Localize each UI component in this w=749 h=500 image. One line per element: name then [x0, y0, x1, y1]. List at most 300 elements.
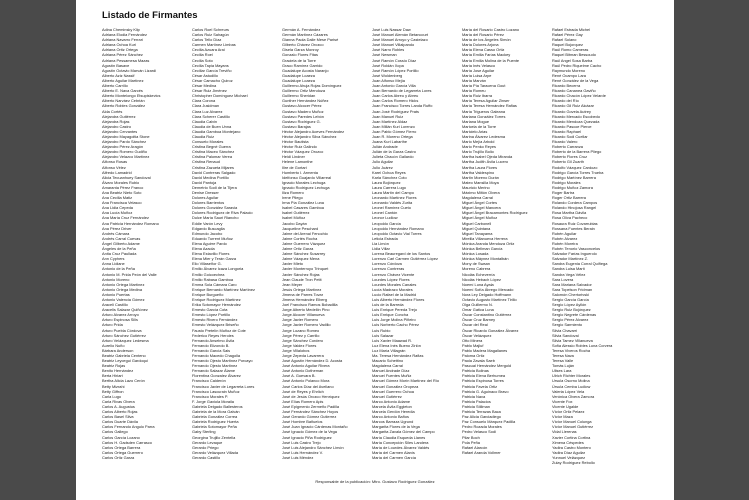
- signatory-name: Javier Monterroyo Trinquet: [282, 266, 329, 272]
- signatory-name: Claudia Ruiz: [192, 133, 215, 139]
- signatory-name: Gonzalo Flores Fitas: [282, 52, 318, 58]
- signatory-name: Arturo Velázquez Ledesma: [102, 337, 149, 343]
- signatory-name: Lorenzo Chávez Vicente: [372, 271, 415, 277]
- signatory-name: Alfredo Lamadrid: [102, 169, 132, 175]
- signatory-name: Cecilia Roel: [192, 52, 213, 58]
- signatory-name: Yadira Castro Montero: [552, 444, 591, 450]
- signatory-name: Ana Cecilia Matiz: [102, 195, 133, 201]
- signatory-name: Sergio Negrete Cárdenas: [552, 312, 597, 318]
- signatory-name: Lorena Beauregard de los Santos: [372, 251, 431, 257]
- signatory-name: Beatriz Rojas: [102, 363, 126, 369]
- signatories-column: [552, 27, 642, 465]
- signatory-name: María Ruiz Ibarra: [462, 93, 493, 99]
- signatory-name: Luz María Villagrán: [372, 347, 406, 353]
- signatory-name: David Pantoja: [192, 179, 217, 185]
- signatory-name: Jean Claude Tron Petit: [282, 276, 322, 282]
- signatory-name: Luis Alberto Hernández Flores: [372, 296, 425, 302]
- signatory-name: Carlos Ortega Barrera: [102, 444, 141, 450]
- signatory-name: Elena Azaola: [192, 246, 215, 252]
- signatory-name: Carlos Roel Schreurs: [192, 27, 229, 32]
- signatory-name: Emilio Álvarez Icaza Longoria: [192, 266, 244, 272]
- signatory-name: Cecilia Azuara Arai: [192, 47, 225, 53]
- signatory-name: Alejandro Cervantes: [102, 128, 138, 134]
- signatory-name: Rafael Alarcón: [462, 444, 488, 450]
- signatory-name: María Pía Taracena Gout: [462, 83, 506, 89]
- signatory-name: Mónica Bellman García: [462, 246, 503, 252]
- signatory-name: Sergio Pérez Alvarez: [552, 317, 589, 323]
- signatory-name: Julio Aguilar: [372, 159, 393, 165]
- signatory-name: Ricardo Mendoza Quezada: [552, 118, 600, 124]
- signatory-name: Karel Ochoa Reyes: [372, 169, 406, 175]
- signatory-name: Adriana Pérez Sánchez: [102, 52, 143, 58]
- signatory-name: Yadira Díaz Aguilar: [552, 449, 586, 455]
- signatory-name: Moreno Cabrera: [462, 266, 491, 272]
- signatory-name: Alejandro Romero Gudiño: [102, 149, 147, 155]
- signatory-name: Leonardo Valdés Zurita: [372, 200, 413, 206]
- signatory-name: F. Jorge Gaxiola Moraila: [192, 398, 234, 404]
- signatory-name: Federico Reyes Heroles: [192, 332, 234, 338]
- signatory-name: Karla Sánchez Coto: [372, 174, 407, 180]
- signatory-name: Javier Mieto: [282, 261, 303, 267]
- signatory-name: Cecilia Soto: [192, 57, 213, 63]
- signatory-name: Jaime Sánchez Susarrey: [282, 251, 326, 257]
- signatory-name: Víctor Ortiz Pelaez: [552, 409, 585, 415]
- signatory-name: Raúl Pedro Riquelme Cacho: [552, 62, 602, 68]
- signatory-name: Maricielo Arias: [462, 128, 488, 134]
- signatory-name: Germán A. Fernández: [282, 27, 321, 32]
- signatory-name: Raúl Romo Cameras: [552, 47, 589, 53]
- signatory-name: Patricia Elena Berhumea: [462, 373, 506, 379]
- signatory-name: Fernando Elizondo B.: [192, 342, 230, 348]
- signatory-name: Noemí Luna Ayala: [462, 281, 494, 287]
- signatory-name: Elio Villaseñor G.: [192, 261, 222, 267]
- signatory-name: David Contreras Salgado: [192, 169, 236, 175]
- signatory-name: Juan Francisco Torres Landa Ruffo: [372, 103, 433, 109]
- signatory-name: Rosa Oliva Pacheco: [552, 215, 588, 221]
- signatory-name: Paola Zavala Saeb: [462, 358, 495, 364]
- signatory-name: Paz Alicia Garciadiego: [462, 414, 501, 420]
- signatory-name: Fernando Anselmo Ávila: [192, 337, 235, 343]
- signatory-name: María Dolores Arjona: [462, 42, 499, 48]
- signatory-name: Héctor Bautista: [282, 139, 309, 145]
- signatory-name: Rubén Alvarez: [552, 235, 578, 241]
- signatory-name: Dolores Rodríguez de Riva Palacio: [192, 210, 253, 216]
- signatory-name: Ursula Osorno Molina: [552, 378, 590, 384]
- signatory-name: Antonio de la Peña: [102, 266, 135, 272]
- signatory-name: Rodrigo Morales: [552, 179, 581, 185]
- signatory-name: José Luis Méndez: [282, 454, 314, 460]
- signatory-name: Elena Mier y Terán Garza: [192, 256, 237, 262]
- signatory-name: Miguel Tanayama: [462, 230, 493, 236]
- signatory-name: Ángeles de la Peña: [102, 246, 136, 252]
- signatory-name: Marco Antonio Adame: [372, 398, 411, 404]
- signatory-name: Jorge Lozano Romeo: [282, 327, 320, 333]
- signatory-name: Marcela Gerdón Heredia: [372, 409, 415, 415]
- signatory-name: Jaime Vázquez Mena: [282, 256, 320, 262]
- signatory-name: María del Carmen García: [372, 454, 416, 460]
- signatory-name: Ana Pérez Driver: [102, 225, 132, 231]
- signatory-name: Leonel Cantón: [372, 210, 398, 216]
- signatory-name: Antonio Ortega Medina: [102, 286, 143, 292]
- signatory-name: Cristina Renaud: [192, 159, 220, 165]
- signatory-name: Rolando Cordera Campos: [552, 200, 598, 206]
- signatory-name: Sofía Alessio Robles Luna Corvera: [552, 342, 613, 348]
- signatory-name: Alejandro Pérez Aragón: [102, 144, 144, 150]
- signatory-name: Sergio López Ayllón: [552, 302, 587, 308]
- signatory-name: Anita Cruz Paullada: [102, 251, 137, 257]
- signatory-name: Lia Limón: [372, 240, 389, 246]
- signatory-name: Pascual Hernández Mergold: [462, 363, 512, 369]
- signatory-name: Ana Francisca Velasco: [102, 200, 142, 206]
- signatory-name: Isabel Casares Gamboa: [282, 205, 324, 211]
- signatory-name: Gustavo Barajas: [282, 123, 311, 129]
- signatory-name: Sara Topelson Fridman: [552, 286, 593, 292]
- signatory-name: Tomás Luján: [552, 363, 575, 369]
- signatory-name: Víctor Maza: [552, 414, 573, 420]
- signatory-name: José Ramón López Portillo: [372, 67, 419, 73]
- signatory-name: Ángel Gilberto Adame: [102, 240, 140, 246]
- signatory-name: Luis Enrique Concha: [372, 312, 409, 318]
- signatory-name: Jimena Hernández Elberg: [282, 296, 327, 302]
- signatory-name: Clara Luz Alvarez: [192, 108, 223, 114]
- signatory-name: Alberto Carrillo: [102, 83, 128, 89]
- signatory-name: José Epigmenio Zermeño Padilla: [282, 403, 340, 409]
- signatory-name: Alejandra Rojas: [102, 118, 130, 124]
- signatory-name: Agustín Octavio Marván Lizardi: [102, 67, 157, 73]
- signatory-name: Alfonso Vélez: [102, 164, 126, 170]
- signatory-name: Arturo Puebla Córdova: [102, 327, 142, 333]
- signatory-name: Octavio Augusto Martínez Tirillo: [462, 296, 517, 302]
- signatory-name: Jaime Ortiz Garza: [282, 246, 314, 252]
- signatory-name: Graciela de la Torre: [282, 57, 316, 63]
- signatory-name: Francisco Lascurain Muñoz: [192, 388, 240, 394]
- signatory-name: José Manuel Arroyo y Castelazo: [372, 37, 428, 43]
- signatory-name: Rolando Hinojosa Rangel: [552, 205, 597, 211]
- signatories-column: [192, 27, 282, 465]
- signatory-name: Gabriela Sotomayor Peña: [192, 424, 237, 430]
- signatory-name: Magdalena Carral: [372, 363, 403, 369]
- signatory-name: Paloma Ortiz: [462, 353, 485, 358]
- signatory-name: César Medina: [192, 83, 217, 89]
- signatory-name: Arturo Alvarez Arroyo: [102, 312, 139, 318]
- signatory-name: Ignacio Morales Lechuga: [282, 179, 326, 185]
- signatory-name: Mario Mejía Arbold: [462, 139, 495, 145]
- signatory-name: Óscar Cruz Barney: [462, 317, 496, 323]
- signatory-name: Emilio Goicoechea: [192, 271, 225, 277]
- signatory-name: María Teresa Hernández Rafias: [462, 103, 517, 109]
- signatory-name: Mónica Máynez Montalbán: [462, 256, 509, 262]
- signatory-name: Leticia Estrada: [372, 235, 398, 241]
- signatory-name: Rubén Aguilar: [552, 230, 577, 236]
- signatory-name: Miguel Ángel Mancera: [462, 205, 501, 211]
- signatory-name: Carlos Ortega Guerrero: [102, 449, 143, 455]
- signatory-name: Jorge Pérez y Carrillo: [282, 332, 320, 338]
- signatory-name: Leopoldo García: [372, 220, 401, 226]
- signatory-name: María del Rosario Pérez: [462, 32, 504, 38]
- signatory-name: Rosaura Ruiz Covarrubias: [552, 220, 598, 226]
- signatory-name: José Luis Castro Trejo: [282, 439, 321, 445]
- signatory-name: Julio Juárez: [372, 164, 393, 170]
- signatory-name: Raúl Angel Sosa Barba: [552, 57, 593, 63]
- signatory-name: Lorenzo Córdova: [372, 261, 402, 267]
- signatory-name: Erika Sotomayor Hernández: [192, 302, 241, 308]
- signatory-name: Anna Lidiane: [102, 261, 125, 267]
- signatory-name: Dolores Barrientos: [192, 200, 225, 206]
- signatory-name: María Emilia Molina de la Puente: [462, 57, 520, 63]
- signatory-name: Betty Mizrahi: [102, 383, 125, 389]
- signatory-name: Víctor Manuel Gutiérrez: [552, 424, 594, 430]
- signatory-name: María Marván: [462, 77, 486, 83]
- signatory-name: Vidal Llerenas: [552, 429, 577, 435]
- signatory-name: Rossana Fuentes Berain: [552, 225, 595, 231]
- signatory-name: Leonardo Martínez Flores: [372, 195, 417, 201]
- signatory-name: Mony de Swaan: [462, 261, 490, 267]
- signatory-name: Paz Consuelo Márquez Padilla: [462, 419, 516, 425]
- signatory-name: Ignacio Rodríguez Lechuga: [282, 184, 330, 190]
- signatory-name: Gerardo Velázquez Villada: [192, 449, 238, 455]
- signatory-name: Leopoldo Hernández Romano: [372, 225, 424, 231]
- signatory-name: Ana María Cruz Fernández: [102, 215, 149, 221]
- signatory-name: Guadalupe Loaeza: [282, 72, 315, 78]
- signatory-name: Juan Martínez Aldaz: [372, 118, 408, 124]
- signatory-name: Xavier Cortina Cortina: [552, 434, 591, 440]
- signatory-name: Alberto Montelongo Etsupiskevics: [102, 93, 161, 99]
- signatory-name: Lorenzo Contreras: [372, 266, 405, 272]
- signatory-name: Ma. Teresa Hernández Rafias: [372, 353, 424, 358]
- signatory-name: Bárbara Anderson: [102, 347, 134, 353]
- signatory-name: Luz Elena Inés Bueno Zirión: [372, 342, 421, 348]
- signatory-name: Salvador Farías Inguerolo: [552, 251, 597, 257]
- signatory-name: Silvia Chavarri: [552, 327, 578, 333]
- signatory-name: Juana Kuri Labarthe: [372, 139, 408, 145]
- signatory-name: Carlos Ortiz Garza: [102, 454, 135, 460]
- signatory-name: Laura Martín del Campo: [372, 190, 414, 195]
- signatory-name: José Ramón Cossío Díaz: [372, 57, 417, 63]
- signatory-name: Ulrich Richter Morales: [552, 373, 591, 379]
- signatory-name: Carlos Gallego: [102, 429, 128, 435]
- signatory-name: Ilire de Gortari: [282, 164, 307, 170]
- signatory-name: Luis Xavier Maawad R.: [372, 337, 413, 343]
- signatory-name: Rodrigo Martínez Barrera: [552, 174, 596, 180]
- signatory-name: Edmundo Jacobo: [192, 230, 223, 236]
- signatory-name: Gerardo Priego: [192, 444, 219, 450]
- signatory-name: Irene Pliego: [282, 195, 303, 201]
- signatory-name: Dolores González Saravia: [192, 205, 238, 211]
- signatory-name: Miguel Carbonell: [462, 220, 492, 226]
- signatory-name: Eddie Varón Levy: [192, 220, 223, 226]
- signatory-name: José Elías Romero Apis: [282, 398, 324, 404]
- signatory-name: Eduardo Turrent Muñoz: [192, 235, 233, 241]
- signatory-name: María Trigueros Galeana: [462, 108, 506, 114]
- signatory-name: José Antonio Dotheman: [282, 368, 324, 374]
- signatory-name: Patricia Bolinas: [462, 368, 489, 374]
- signatory-name: Pedro Velasco Sodi: [462, 429, 496, 435]
- signatory-name: Adriana Pessamesa Mazas: [102, 57, 150, 63]
- signatory-name: Antonio Moreno: [102, 276, 130, 282]
- signatory-name: Fernando García Sais: [192, 347, 231, 353]
- signatory-name: Teresa Valle: [552, 358, 574, 364]
- signatory-name: Germán Martínez Cázares: [282, 32, 328, 38]
- signatory-name: José Antonio Polanco Mora: [282, 378, 330, 384]
- signatory-name: María Emilia Farías Mackey: [462, 52, 511, 58]
- signatory-name: Mireilla Villanueva Herrera: [462, 235, 508, 241]
- signatory-name: Zulay Rodríguez Rebollo: [552, 459, 595, 465]
- signatory-name: Claudia Calvin: [192, 118, 218, 124]
- signatory-name: Yunnuel Velázquez: [552, 454, 586, 460]
- signatory-name: Guadalupe Acosta Naranjo: [282, 67, 329, 73]
- signatory-name: Ricardo del Río: [552, 98, 579, 104]
- signatory-name: Miguel Ángel Bracamontes Rodríguez: [462, 210, 528, 216]
- signatory-name: Antonio Valencia Gómez: [102, 296, 145, 302]
- signatory-name: Julián Andrade: [372, 144, 398, 150]
- signatory-name: Lidia Villar: [372, 246, 390, 252]
- signatory-name: Javier Sánchez Rojas: [282, 271, 320, 277]
- signatory-name: Arturo Sánchez Gutiérrez: [102, 332, 146, 338]
- signatory-name: Óscar Ricardo González Álvarez: [462, 327, 519, 333]
- signatory-name: Rubén Moreira: [552, 240, 578, 246]
- signatory-name: Alejandra Gutiérrez: [102, 113, 136, 119]
- document-page: [76, 0, 674, 500]
- signatory-name: Adriana Elodia Fernández: [102, 32, 147, 38]
- signatory-name: Ernesto Rivero Fernández: [192, 317, 238, 323]
- signatory-name: María Inés Velasco: [462, 62, 496, 68]
- signatory-name: Patricia Nava: [462, 393, 486, 399]
- signatory-name: Jorge Javier Romero: [282, 317, 319, 323]
- signatory-name: Demetrio Sodi de la Tijera: [192, 184, 237, 190]
- signatory-name: Ana Patricia Hernández Romano: [102, 220, 159, 226]
- signatory-name: Ricardo Raphael: [552, 128, 581, 134]
- signatory-name: Gaby Sterling: [192, 429, 216, 435]
- signatory-name: Carla Lugo: [102, 393, 122, 399]
- signatory-name: René González de la Vega: [552, 77, 599, 83]
- signatory-name: José Juan Ignacio Cárdenas Montaño: [282, 424, 348, 430]
- signatory-name: Jorge Villalobos: [282, 347, 310, 353]
- signatory-name: José de Reyes y Ehrlich: [282, 388, 324, 394]
- signatory-name: Mauricio Merino: [462, 184, 490, 190]
- signatory-name: Patricia Espinosa Torres: [462, 378, 504, 384]
- signatory-name: Edgardo Buscaglia: [192, 225, 225, 231]
- signatory-name: Juan Pablo Gómez Fierro: [372, 128, 417, 134]
- signatory-name: Gunther Hernández Núñez: [282, 98, 329, 104]
- signatory-name: Otto Minera: [462, 337, 483, 343]
- signatory-name: Aurelio Nuño: [102, 342, 125, 348]
- signatory-name: Consuelo Morales: [192, 139, 224, 145]
- signatory-name: José Fernández Sánchez Hoyos: [282, 409, 339, 415]
- signatory-name: Idelfonso Guajardo Villarreal: [282, 174, 332, 180]
- signatory-name: Ricardo Govela Autrey: [552, 108, 591, 114]
- signatory-name: Carlos García Lozano: [102, 434, 140, 440]
- signatories-list: [102, 27, 642, 465]
- signatory-name: Manuel Andrade Díaz: [372, 368, 410, 374]
- signatory-name: Álvaro Morales Rubio: [102, 179, 140, 185]
- signatory-name: Carlos Tello Díaz: [192, 37, 222, 43]
- signatory-name: Juan R. Moreno Ortega: [372, 133, 413, 139]
- signatory-name: Antonio Ortega Martínez: [102, 281, 145, 287]
- signatory-name: Ricardo Pascoe Pierce: [552, 123, 592, 129]
- signatory-name: Martín Moreno Durán: [462, 174, 499, 180]
- signatory-name: Miguel Quintana: [462, 225, 491, 231]
- signatory-name: Óscar del Real: [462, 322, 488, 328]
- signatory-name: Ricardo Becerra: [552, 83, 581, 89]
- signatory-name: Margarita Zavala Gómez del Campo: [372, 429, 435, 435]
- signatory-name: Héctor Alejandro Aceves Fernández: [282, 128, 345, 134]
- signatory-name: Ricardo Valero: [552, 139, 578, 145]
- signatory-name: Rubén Tenorio Vasconcelos: [552, 246, 601, 252]
- signatory-name: Berta Hiriart: [102, 373, 123, 379]
- signatory-name: Guadalupe Loaeza: [282, 77, 315, 83]
- signatory-name: José Carlos Díaz del Avellano: [282, 383, 334, 389]
- signatory-name: Raquel Bitman Bessoudo: [552, 52, 596, 58]
- signatory-name: Ernesto López Portillo: [192, 312, 231, 318]
- signatory-name: Rosa Martha Dávila: [552, 210, 587, 216]
- signatory-name: Máximo Miltón Olvera: [462, 190, 500, 195]
- signatory-name: Guillermo Ahuja Rojas Domínguez: [282, 83, 342, 89]
- signatory-name: Enrique Rodríguez Martínez: [192, 296, 241, 302]
- signatory-name: César Astudillo: [192, 72, 218, 78]
- signatory-name: María Elena Casso Ortiz: [462, 47, 505, 53]
- signatory-name: Pola Peña: [462, 439, 480, 445]
- signatory-name: Carmen Martínez Limbas: [192, 42, 236, 48]
- signatory-name: Alicia Tecuanhuey Sandoval: [102, 174, 151, 180]
- signatory-name: Francisco Morales P.: [192, 393, 229, 399]
- signatory-name: Juan Carlos Romero Hicks: [372, 98, 419, 104]
- signatory-name: Elena Aguirre Pardo: [192, 240, 227, 246]
- signatory-name: Irma Pía González Luna: [282, 200, 324, 206]
- signatory-name: Patricia Favela Ortiz: [462, 383, 498, 389]
- signatory-name: José Woldenberg: [372, 72, 403, 78]
- signatory-name: Gisela Garza Monroy: [282, 47, 319, 53]
- signatory-name: Rafael Estrada Michel: [552, 27, 591, 32]
- signatory-name: Margarita Flores de la Vega: [372, 424, 420, 430]
- signatory-name: María de los Ángeles Simón: [462, 37, 511, 43]
- signatory-name: Cristina Zazueta Mijares: [192, 164, 234, 170]
- signatory-name: Lourdes López Flores: [372, 276, 410, 282]
- signatory-name: Guillermo Ortiz Mendoza: [282, 88, 326, 94]
- signatory-name: Úrsula Cemba Ludlow: [552, 383, 591, 389]
- signatory-name: Jorge Alberto Medellín Pino: [282, 307, 330, 313]
- signatory-name: Leonor Ludlow: [372, 215, 398, 221]
- signatory-name: Luis Jorge Molina Piñeiro: [372, 317, 416, 323]
- signatory-name: Mario Penko Reyes: [462, 144, 496, 150]
- signatory-name: Sandra Eugenia Corral Quiñega: [552, 261, 608, 267]
- signatory-name: Gianna Paola Dalle Mese Parisé: [282, 37, 339, 43]
- signatory-name: María Luisa Arpe: [462, 72, 492, 78]
- signatory-name: Helene Lamonthe: [282, 159, 313, 165]
- signatory-name: Pilar Boch: [462, 434, 480, 440]
- signatory-name: Alfonso Rosas: [102, 159, 128, 165]
- signatory-name: María del Carmen Alanís: [372, 449, 415, 455]
- signatory-name: Agustín Basave: [102, 62, 130, 68]
- signatory-name: Héctor Alejandro Silva Sánchez: [282, 133, 337, 139]
- signatory-name: María Teresa Aguilar Zinser: [462, 98, 510, 104]
- signatory-name: Martha Valdespino: [462, 169, 495, 175]
- signatory-name: Verónica Olvera Zamora: [552, 393, 595, 399]
- signatory-name: Manuel Guerrero Ochoa: [372, 388, 414, 394]
- signatory-name: Patricia Palacios: [462, 398, 491, 404]
- signatory-name: Roberto Carranza: [552, 144, 583, 150]
- signatory-name: Juan José Rodríguez Prats: [372, 108, 419, 114]
- signatory-name: José Gerardo Gómez Gutierrez: [282, 414, 337, 420]
- signatory-name: José Luis Nassar Daw: [372, 27, 411, 32]
- signatory-name: Roberto Gil Zuarth: [552, 159, 585, 165]
- signatory-name: Antonio M. Prida Peón del Valle: [102, 271, 157, 277]
- signatory-name: Nicolás Echeverría: [462, 271, 495, 277]
- signatory-name: César Camacho Quiroz: [192, 77, 233, 83]
- signatory-name: Adriana Ochoa Kuri: [102, 42, 136, 48]
- signatory-name: Ana Lidia Cepeda: [102, 205, 133, 211]
- signatory-name: Martha Laura Flores: [462, 164, 498, 170]
- signatory-name: Rodrigo Muñoz Zamora: [552, 184, 593, 190]
